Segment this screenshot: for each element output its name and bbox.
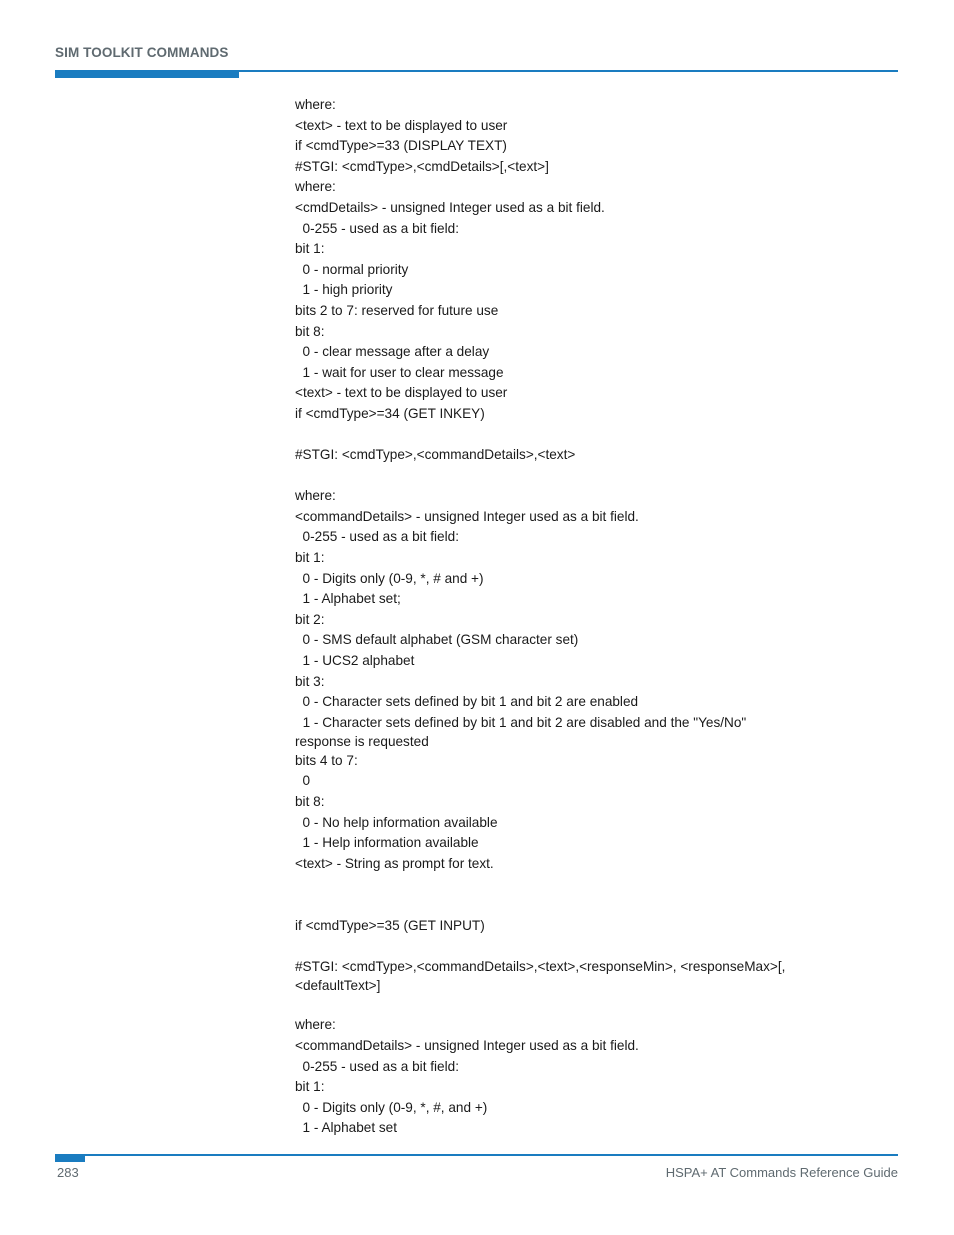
text-line: bit 2: (295, 611, 325, 627)
text-line: 1 - wait for user to clear message (295, 364, 504, 380)
text-line: where: (295, 179, 336, 195)
text-line: bit 1: (295, 1079, 325, 1095)
text-line: where: (295, 488, 336, 504)
text-line: bit 1: (295, 550, 325, 566)
text-line: 0-255 - used as a bit field: (295, 220, 459, 236)
text-line: bits 2 to 7: reserved for future use (295, 302, 499, 318)
text-line: #STGI: <cmdType>,<cmdDetails>[,<text>] (295, 158, 549, 174)
text-line (295, 466, 795, 487)
text-line: 0 - normal priority (295, 261, 409, 277)
text-line: 1 - Help information available (295, 835, 479, 851)
text-line: 0 - No help information available (295, 814, 498, 830)
text-line: if <cmdType>=33 (DISPLAY TEXT) (295, 138, 507, 154)
text-line: 0-255 - used as a bit field: (295, 529, 459, 545)
text-line: 1 - Character sets defined by bit 1 and bit 2 are disabled and the "Yes/No" response is requested (295, 714, 751, 749)
text-line (295, 425, 795, 446)
text-line: #STGI: <cmdType>,<commandDetails>,<text>,<responseMin>, <responseMax>[,<defaultText>] (295, 958, 786, 993)
text-line: 1 - high priority (295, 282, 393, 298)
text-line: 0 - Digits only (0-9, *, # and +) (295, 570, 484, 586)
text-line: 0 - Character sets defined by bit 1 and bit 2 are enabled (295, 694, 639, 710)
text-line: <cmdDetails> - unsigned Integer used as a bit field. (295, 199, 605, 215)
text-line (295, 995, 795, 1016)
text-line: where: (295, 97, 336, 112)
text-line: bit 3: (295, 673, 325, 689)
document-title: HSPA+ AT Commands Reference Guide (665, 1165, 898, 1180)
text-line: 0 - clear message after a delay (295, 344, 490, 360)
text-line (295, 895, 795, 916)
text-line: bit 8: (295, 323, 325, 339)
text-line: 1 - Alphabet set; (295, 591, 401, 607)
text-line: #STGI: <cmdType>,<commandDetails>,<text> (295, 447, 576, 463)
text-line: <text> - text to be displayed to user (295, 117, 508, 133)
section-title: SIM TOOLKIT COMMANDS (55, 45, 229, 60)
document-body (295, 95, 795, 1139)
text-line: if <cmdType>=35 (GET INPUT) (295, 917, 485, 933)
text-line: 0 - Digits only (0-9, *, #, and +) (295, 1099, 488, 1115)
text-line: bits 4 to 7: (295, 752, 358, 768)
text-line: <commandDetails> - unsigned Integer used as a bit field. (295, 508, 639, 524)
text-line: 0-255 - used as a bit field: (295, 1058, 459, 1074)
page-number: 283 (57, 1165, 79, 1180)
text-line: where: (295, 1017, 336, 1033)
text-line: 0 - SMS default alphabet (GSM character set) (295, 632, 579, 648)
text-line: bit 8: (295, 794, 325, 809)
text-line (295, 874, 795, 895)
text-line: 1 - Alphabet set (295, 1120, 398, 1136)
text-line: bit 1: (295, 241, 325, 257)
text-line: 1 - UCS2 alphabet (295, 653, 415, 669)
text-line: <text> - text to be displayed to user (295, 385, 508, 401)
text-line: 0 (295, 773, 311, 789)
text-line: if <cmdType>=34 (GET INKEY) (295, 405, 485, 421)
footer-accent-block (55, 1154, 85, 1162)
text-line: <text> - String as prompt for text. (295, 855, 494, 871)
header-accent-block (55, 70, 239, 78)
text-line: <commandDetails> - unsigned Integer used as a bit field. (295, 1037, 639, 1053)
footer-rule (55, 1154, 898, 1156)
text-line (295, 936, 795, 957)
